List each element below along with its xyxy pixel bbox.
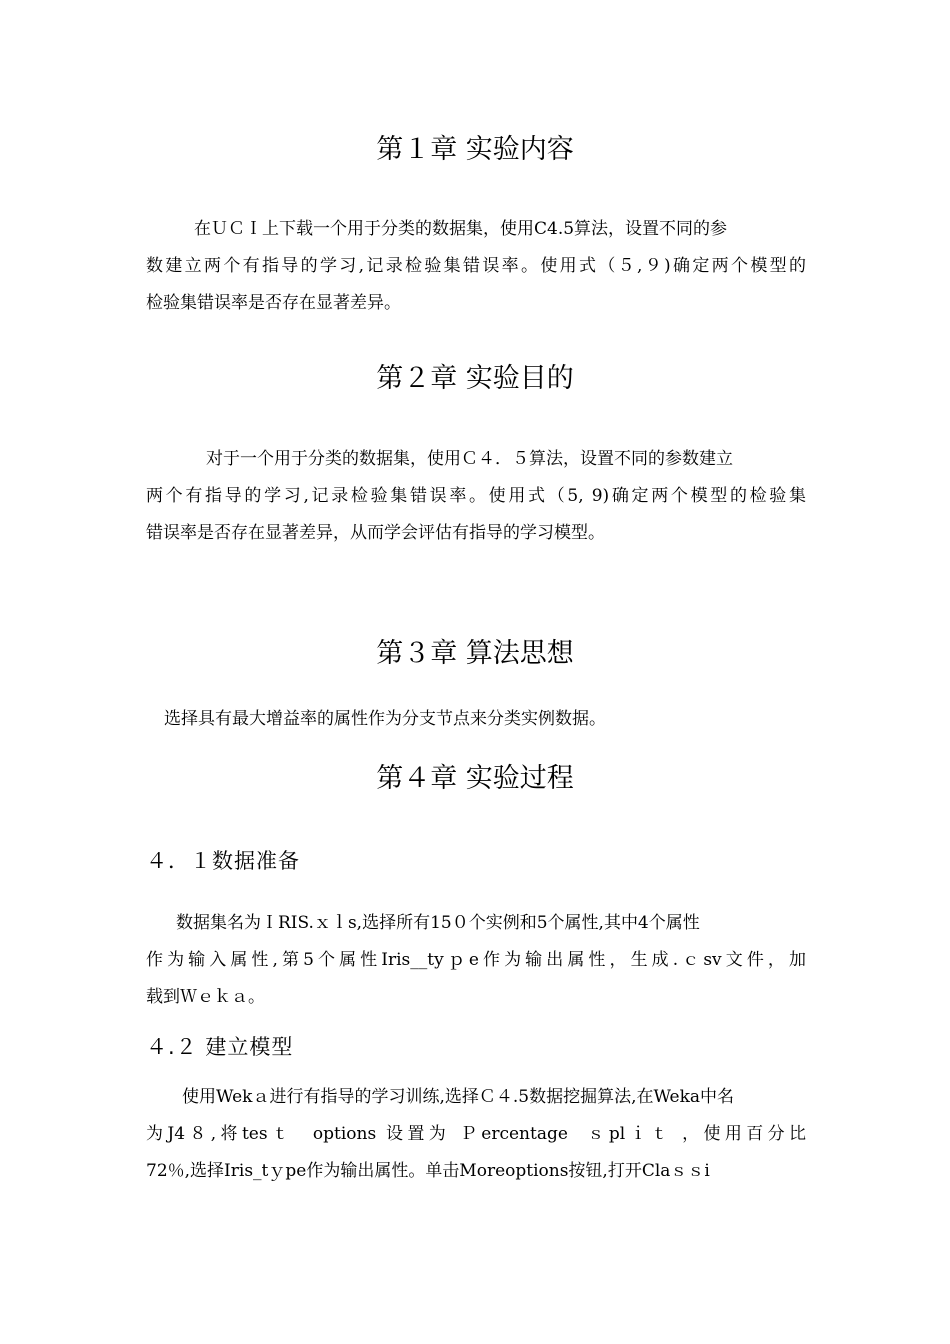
chapter-2-paragraph bbox=[146, 441, 806, 552]
chapter-3-paragraph bbox=[146, 701, 806, 738]
chapter-4-title: 第４章 实验过程 bbox=[376, 763, 574, 794]
chapter-3-title: 第３章 算法思想 bbox=[376, 638, 574, 669]
paragraph-line: 错误率是否存在显著差异，从而学会评估有指导的学习模型。 bbox=[146, 523, 605, 543]
section-4-2-title: ４.２ 建立模型 bbox=[146, 1035, 294, 1059]
paragraph-line: 检验集错误率是否存在显著差异。 bbox=[146, 293, 401, 313]
section-4-2-paragraph bbox=[146, 1079, 806, 1190]
paragraph-line: 作为输入属性,第5个属性Iris__tyｐe作为输出属性，生成.ｃsv文件，加 bbox=[146, 950, 806, 970]
chapter-2-title: 第２章 实验目的 bbox=[376, 363, 574, 394]
paragraph-line: 使用Wekａ进行有指导的学习训练,选择Ｃ４.5数据挖掘算法,在Weka中名 bbox=[182, 1087, 735, 1107]
section-4-1-paragraph bbox=[146, 905, 806, 1016]
paragraph-line: 载到Ｗｅｋａ。 bbox=[146, 987, 265, 1007]
paragraph-line: 数据集名为ＩRIS.ｘｌs,选择所有15０个实例和5个属性,其中4个属性 bbox=[176, 913, 700, 933]
paragraph-line: 对于一个用于分类的数据集，使用Ｃ４．５算法，设置不同的参数建立 bbox=[206, 449, 733, 469]
paragraph-line: 数建立两个有指导的学习,记录检验集错误率。使用式（５,９)确定两个模型的 bbox=[146, 256, 806, 276]
paragraph-line: 为J4８,将tesｔ options 设置为 Ｐercentage ｓplｉｔ ，使用百分比 bbox=[146, 1124, 806, 1144]
section-4-1-title: ４．１数据准备 bbox=[146, 849, 300, 873]
paragraph-line: 72％,选择Iris_tｙpe作为输出属性。单击Moreoptions按钮,打开Claｓｓi bbox=[146, 1161, 710, 1181]
paragraph-line: 选择具有最大增益率的属性作为分支节点来分类实例数据。 bbox=[164, 709, 606, 729]
chapter-1-title: 第１章 实验内容 bbox=[376, 134, 574, 165]
paragraph-line: 两个有指导的学习,记录检验集错误率。使用式（5, 9)确定两个模型的检验集 bbox=[146, 486, 806, 506]
paragraph-line: 在ＵＣＩ上下载一个用于分类的数据集，使用C4.5算法，设置不同的参 bbox=[194, 219, 728, 239]
chapter-1-paragraph bbox=[146, 211, 806, 322]
